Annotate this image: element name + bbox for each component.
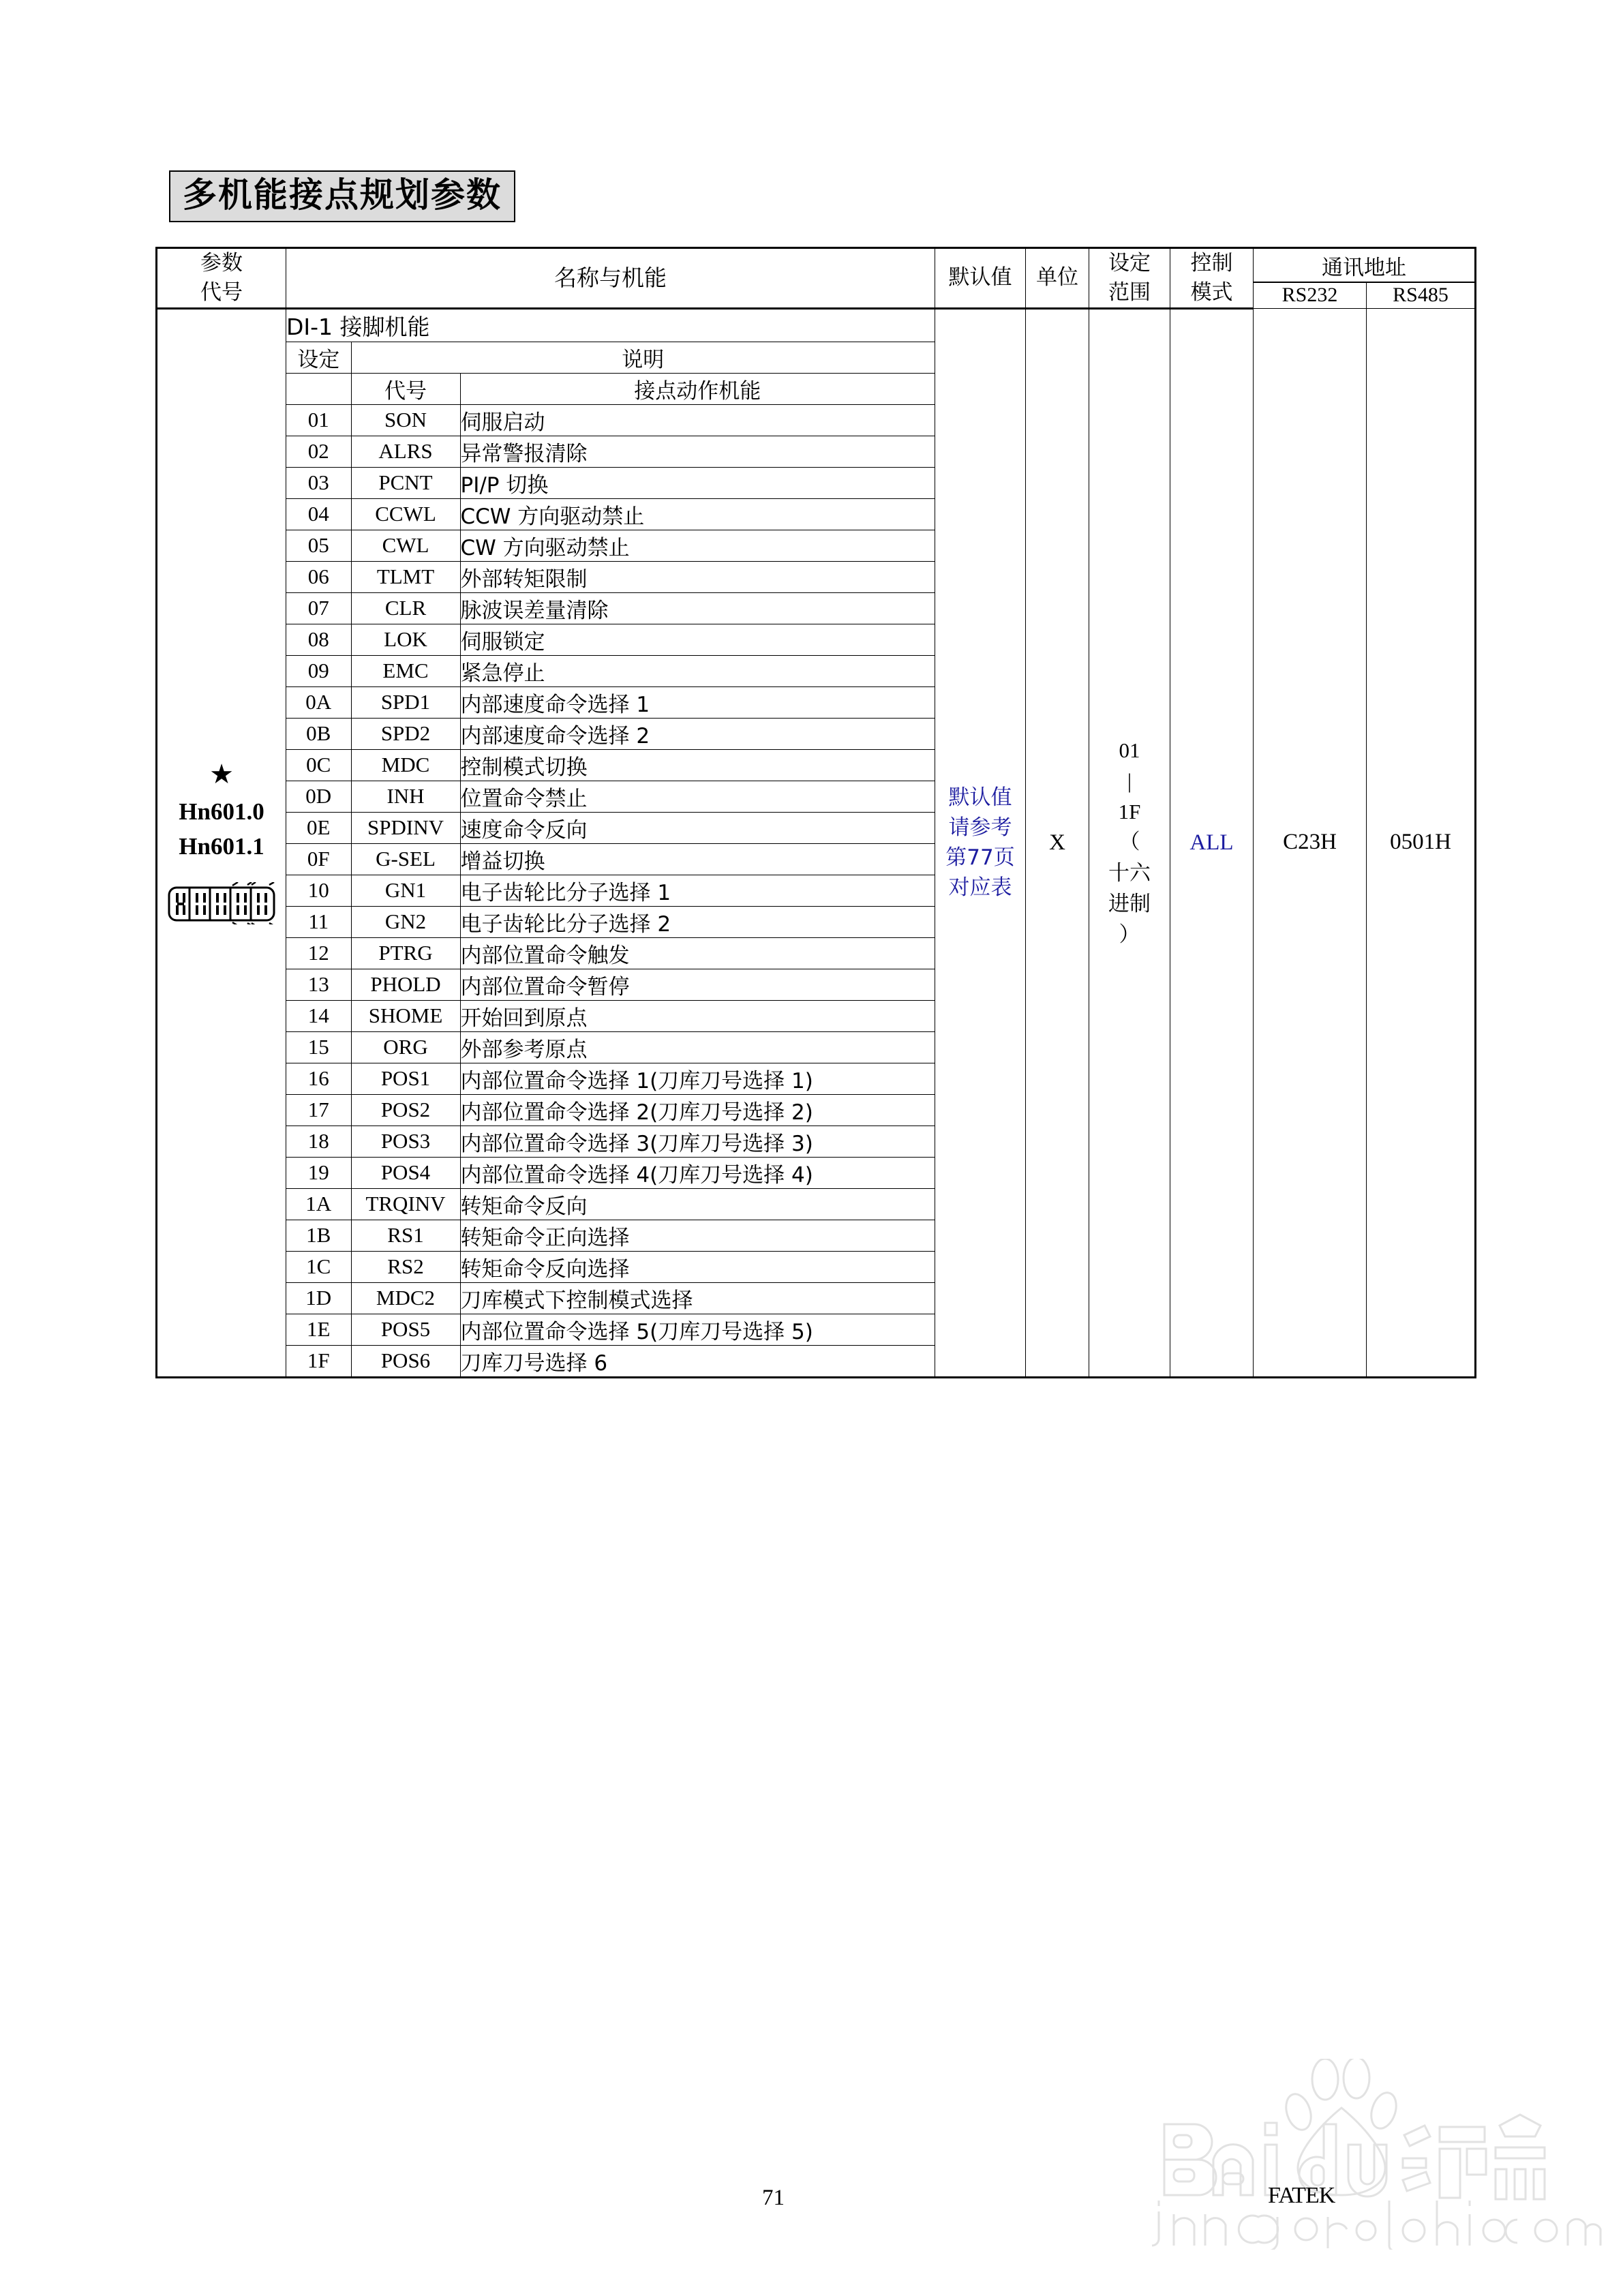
row-action: 内部位置命令选择 2(刀库刀号选择 2) <box>460 1094 935 1126</box>
row-code: POS6 <box>351 1345 460 1376</box>
table-row <box>286 1345 935 1376</box>
row-code: SON <box>351 404 460 436</box>
table-row <box>286 624 935 655</box>
row-action: 转矩命令反向 <box>460 1188 935 1220</box>
row-action: 增益切换 <box>460 843 935 875</box>
row-action: CW 方向驱动禁止 <box>460 530 935 561</box>
row-action: 伺服锁定 <box>460 624 935 655</box>
row-setting: 07 <box>286 592 351 624</box>
row-setting: 14 <box>286 1000 351 1031</box>
default-value-line-1: 默认值 <box>948 785 1012 810</box>
row-action: 内部速度命令选择 2 <box>460 718 935 749</box>
row-action: 转矩命令正向选择 <box>460 1220 935 1251</box>
di1-table-body <box>286 309 935 1376</box>
row-action: 内部速度命令选择 1 <box>460 686 935 718</box>
row-code: TLMT <box>351 561 460 592</box>
seven-segment-display-icon <box>167 882 276 924</box>
table-row <box>286 498 935 530</box>
row-action: 转矩命令反向选择 <box>460 1251 935 1282</box>
table-row <box>286 1126 935 1157</box>
row-action: 电子齿轮比分子选择 1 <box>460 875 935 906</box>
row-code: PCNT <box>351 467 460 498</box>
row-action: 刀库模式下控制模式选择 <box>460 1282 935 1314</box>
row-setting: 1A <box>286 1188 351 1220</box>
table-row <box>286 404 935 436</box>
unit-cell: X <box>1026 308 1089 1377</box>
header-control-mode-line2: 模式 <box>1190 280 1233 305</box>
row-code: ALRS <box>351 436 460 467</box>
table-row <box>286 467 935 498</box>
row-code: SHOME <box>351 1000 460 1031</box>
table-row <box>286 875 935 906</box>
row-code: CWL <box>351 530 460 561</box>
table-row <box>286 969 935 1000</box>
row-code: EMC <box>351 655 460 686</box>
row-code: TRQINV <box>351 1188 460 1220</box>
row-action: 内部位置命令选择 4(刀库刀号选择 4) <box>460 1157 935 1188</box>
row-setting: 1B <box>286 1220 351 1251</box>
subheader-blank <box>286 373 351 404</box>
row-action: 外部参考原点 <box>460 1031 935 1063</box>
table-row <box>286 749 935 781</box>
row-setting: 04 <box>286 498 351 530</box>
row-setting: 0D <box>286 781 351 812</box>
table-row <box>286 937 935 969</box>
di1-subheader-row-2 <box>286 373 935 404</box>
row-setting: 01 <box>286 404 351 436</box>
setting-range-line-5: 十六 <box>1108 860 1151 886</box>
header-control-mode <box>1170 248 1254 309</box>
row-setting: 0B <box>286 718 351 749</box>
table-row <box>286 592 935 624</box>
table-row <box>286 843 935 875</box>
row-setting: 18 <box>286 1126 351 1157</box>
di1-subheader-row-1 <box>286 342 935 373</box>
table-row <box>286 1031 935 1063</box>
row-setting: 05 <box>286 530 351 561</box>
param-code-hn601-0: Hn601.0 <box>179 798 264 826</box>
row-setting: 13 <box>286 969 351 1000</box>
baidu-jingyan-watermark <box>1132 2059 1609 2250</box>
row-action: 脉波误差量清除 <box>460 592 935 624</box>
row-action: 电子齿轮比分子选择 2 <box>460 906 935 937</box>
row-code: GN2 <box>351 906 460 937</box>
row-setting: 06 <box>286 561 351 592</box>
row-action: 外部转矩限制 <box>460 561 935 592</box>
row-setting: 1C <box>286 1251 351 1282</box>
row-action: 内部位置命令选择 5(刀库刀号选择 5) <box>460 1314 935 1345</box>
row-code: MDC2 <box>351 1282 460 1314</box>
header-default-value: 默认值 <box>935 248 1026 309</box>
header-comm-address: 通讯地址 <box>1254 248 1476 283</box>
setting-range-line-1: 01 <box>1119 738 1140 762</box>
table-row <box>286 1251 935 1282</box>
table-row <box>286 530 935 561</box>
row-setting: 16 <box>286 1063 351 1094</box>
di1-section-title-row <box>286 309 935 342</box>
row-setting: 1E <box>286 1314 351 1345</box>
param-code-cell <box>157 308 286 1377</box>
default-value-line-4: 对应表 <box>948 875 1012 901</box>
table-row <box>286 781 935 812</box>
table-row <box>286 686 935 718</box>
row-setting: 10 <box>286 875 351 906</box>
table-row <box>286 906 935 937</box>
row-code: SPDINV <box>351 812 460 843</box>
table-row <box>286 1282 935 1314</box>
led-display-graphic <box>157 882 286 924</box>
rs485-address-cell: 0501H <box>1367 308 1476 1377</box>
subheader-contact-action: 接点动作机能 <box>460 373 935 404</box>
row-action: 刀库刀号选择 6 <box>460 1345 935 1376</box>
parameter-table <box>155 247 1476 1378</box>
setting-range-line-4: （ <box>1119 830 1140 855</box>
rs232-address-cell: C23H <box>1254 308 1367 1377</box>
table-row <box>286 1157 935 1188</box>
row-setting: 0A <box>286 686 351 718</box>
row-code: POS1 <box>351 1063 460 1094</box>
table-row <box>286 1188 935 1220</box>
table-row <box>286 655 935 686</box>
row-code: CCWL <box>351 498 460 530</box>
row-action: 紧急停止 <box>460 655 935 686</box>
table-row <box>286 1000 935 1031</box>
row-action: 异常警报清除 <box>460 436 935 467</box>
row-code: MDC <box>351 749 460 781</box>
row-action: CCW 方向驱动禁止 <box>460 498 935 530</box>
header-param-code-line2: 代号 <box>200 280 243 305</box>
param-code-hn601-1: Hn601.1 <box>179 833 264 860</box>
header-setting-range-line2: 范围 <box>1108 280 1151 305</box>
table-row <box>286 1063 935 1094</box>
default-value-line-3: 第77页 <box>945 845 1015 871</box>
row-action: 内部位置命令触发 <box>460 937 935 969</box>
row-code: LOK <box>351 624 460 655</box>
subheader-code: 代号 <box>351 373 460 404</box>
row-setting: 09 <box>286 655 351 686</box>
header-control-mode-line1: 控制 <box>1190 251 1233 275</box>
table-row <box>286 812 935 843</box>
header-param-code <box>157 248 286 309</box>
row-setting: 1F <box>286 1345 351 1376</box>
row-action: 内部位置命令选择 3(刀库刀号选择 3) <box>460 1126 935 1157</box>
row-code: RS2 <box>351 1251 460 1282</box>
row-setting: 1D <box>286 1282 351 1314</box>
default-value-line-2: 请参考 <box>948 815 1012 841</box>
table-row <box>286 561 935 592</box>
row-code: GN1 <box>351 875 460 906</box>
control-mode-cell: ALL <box>1170 308 1254 1377</box>
setting-range-cell <box>1089 308 1170 1377</box>
page-title: 多机能接点规划参数 <box>169 170 515 222</box>
setting-range-line-2: | <box>1127 768 1132 793</box>
row-code: PTRG <box>351 937 460 969</box>
row-setting: 17 <box>286 1094 351 1126</box>
row-code: INH <box>351 781 460 812</box>
name-function-cell <box>286 308 935 1377</box>
subheader-setting: 设定 <box>286 342 351 373</box>
page-number: 71 <box>762 2186 785 2210</box>
di1-section-title: DI-1 接脚机能 <box>286 309 935 342</box>
row-code: CLR <box>351 592 460 624</box>
header-setting-range <box>1089 248 1170 309</box>
row-setting: 08 <box>286 624 351 655</box>
default-value-cell <box>935 308 1026 1377</box>
setting-range-line-7: ） <box>1119 922 1140 948</box>
row-code: SPD2 <box>351 718 460 749</box>
setting-range-line-3: 1F <box>1118 800 1141 824</box>
row-action: 伺服启动 <box>460 404 935 436</box>
fatek-logo: FATEK <box>1268 2183 1335 2208</box>
di1-function-table <box>286 309 935 1376</box>
row-code: POS5 <box>351 1314 460 1345</box>
row-code: ORG <box>351 1031 460 1063</box>
row-setting: 11 <box>286 906 351 937</box>
row-action: 内部位置命令选择 1(刀库刀号选择 1) <box>460 1063 935 1094</box>
row-setting: 03 <box>286 467 351 498</box>
row-setting: 02 <box>286 436 351 467</box>
table-row <box>286 1094 935 1126</box>
row-setting: 0F <box>286 843 351 875</box>
header-rs232: RS232 <box>1254 282 1367 308</box>
row-action: 开始回到原点 <box>460 1000 935 1031</box>
table-row <box>286 1220 935 1251</box>
row-setting: 19 <box>286 1157 351 1188</box>
row-code: PHOLD <box>351 969 460 1000</box>
row-code: POS2 <box>351 1094 460 1126</box>
row-action: 位置命令禁止 <box>460 781 935 812</box>
header-setting-range-line1: 设定 <box>1108 251 1151 275</box>
row-code: SPD1 <box>351 686 460 718</box>
row-action: PI/P 切换 <box>460 467 935 498</box>
row-action: 控制模式切换 <box>460 749 935 781</box>
row-code: G-SEL <box>351 843 460 875</box>
table-header-row <box>157 248 1476 283</box>
header-param-code-line1: 参数 <box>200 251 243 275</box>
subheader-description: 说明 <box>351 342 935 373</box>
row-action: 内部位置命令暂停 <box>460 969 935 1000</box>
row-code: POS4 <box>351 1157 460 1188</box>
row-action: 速度命令反向 <box>460 812 935 843</box>
row-setting: 15 <box>286 1031 351 1063</box>
row-setting: 0E <box>286 812 351 843</box>
row-setting: 0C <box>286 749 351 781</box>
table-row <box>286 718 935 749</box>
setting-range-line-6: 进制 <box>1108 891 1151 916</box>
row-code: POS3 <box>351 1126 460 1157</box>
table-row <box>286 1314 935 1345</box>
header-name-function: 名称与机能 <box>286 248 935 309</box>
header-rs485: RS485 <box>1367 282 1476 308</box>
parameter-row <box>157 308 1476 1377</box>
row-code: RS1 <box>351 1220 460 1251</box>
star-icon: ★ <box>209 759 234 790</box>
table-row <box>286 436 935 467</box>
row-setting: 12 <box>286 937 351 969</box>
header-unit: 单位 <box>1026 248 1089 309</box>
